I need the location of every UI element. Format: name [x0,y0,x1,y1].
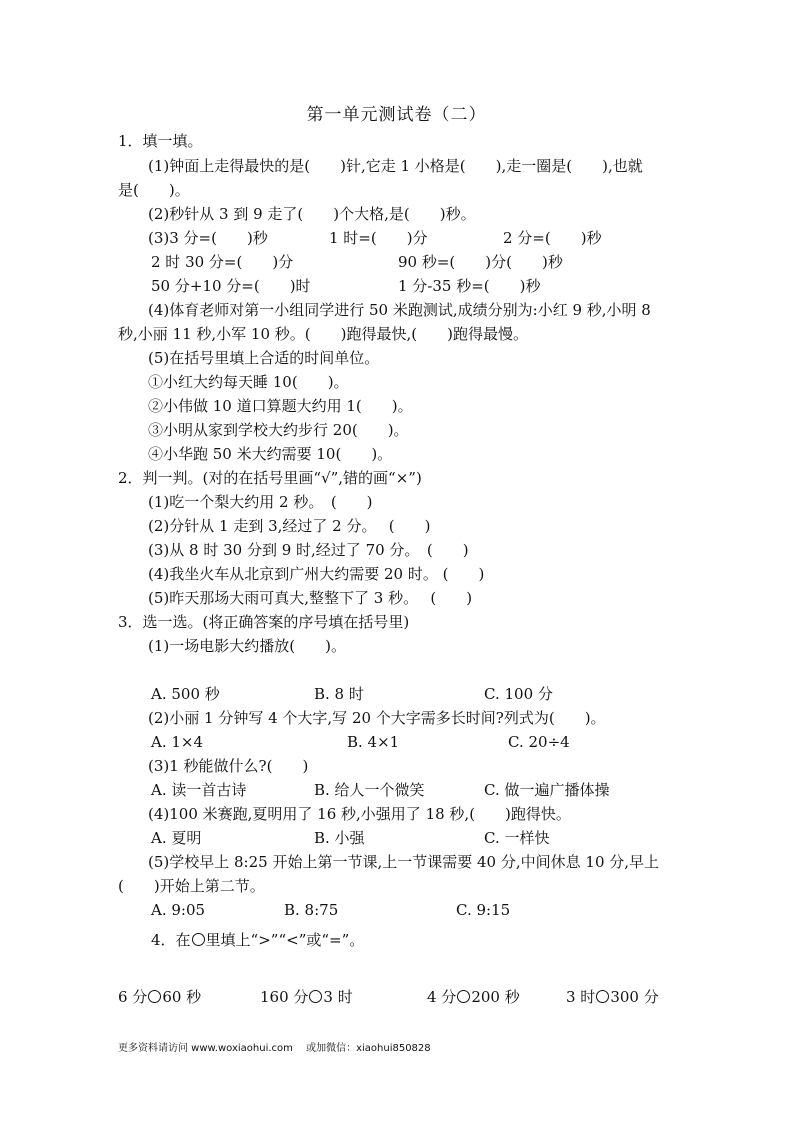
footer-note: 更多资料请访问 www.woxiaohui.com 或加微信：xiaohui850828 [118,1043,431,1054]
s3-q5-option-b: B. 8:75 [284,901,339,919]
s3-q1-option-b: B. 8 时 [314,685,364,703]
s3-q3-option-a: A. 读一首古诗 [151,781,247,799]
s3-q2-option-c: C. 20÷4 [508,733,570,751]
s3-q1: (1)一场电影大约播放( )。 [148,637,346,655]
s3-q4-option-b: B. 小强 [314,829,365,847]
s1-q5-item-2: ②小伟做 10 道口算题大约用 1( )。 [148,397,413,415]
s2-item-3: (3)从 8 时 30 分到 9 时,经过了 70 分。 ( ) [148,541,469,559]
s3-q3-option-c: C. 做一遍广播体操 [484,781,610,799]
s2-item-2: (2)分针从 1 走到 3,经过了 2 分。 ( ) [148,517,431,535]
s3-q4-option-c: C. 一样快 [484,829,550,847]
circle-blank-icon [192,933,205,946]
s3-q3-option-b: B. 给人一个微笑 [314,781,425,799]
s3-q2-option-b: B. 4×1 [347,733,400,751]
s1-q5-item-4: ④小华跑 50 米大约需要 10( )。 [148,445,393,463]
s3-q4-option-a: A. 夏明 [151,829,202,847]
s2-item-5: (5)昨天那场大雨可真大,整整下了 3 秒。 ( ) [148,589,473,607]
s3-q4: (4)100 米赛跑,夏明用了 16 秒,小强用了 18 秒,( )跑得快。 [148,805,571,823]
s1-q1-line2: 是( )。 [118,181,190,199]
s3-q1-option-a: A. 500 秒 [151,685,220,703]
compare-circle-input[interactable] [309,990,322,1003]
page-title: 第一单元测试卷（二） [306,105,487,125]
s1-q3-d: 2 时 30 分=( )分 [151,253,294,271]
s1-q1-line1: (1)钟面上走得最快的是( )针,它走 1 小格是( ),走一圈是( ),也就 [148,157,643,175]
s1-q3-g: 1 分-35 秒=( )秒 [398,277,541,295]
s1-q4-line2: 秒,小丽 11 秒,小军 10 秒。( )跑得最快,( )跑得最慢。 [118,325,528,343]
s2-item-4: (4)我坐火车从北京到广州大约需要 20 时。 ( ) [148,565,485,583]
section-2-heading: 2．判一判。(对的在括号里画“√”,错的画“×”) [118,469,422,487]
s4-item-2 [260,987,353,1007]
s3-q5-option-c: C. 9:15 [456,901,511,919]
s3-q5-option-a: A. 9:05 [151,901,206,919]
s4-heading-post: 里填上“>”“<”或“=”。 [205,931,365,949]
s4-item-3-left: 4 分 [427,988,457,1006]
s3-q5-line1: (5)学校早上 8:25 开始上第一节课,上一节课需要 40 分,中间休息 10 分,早上 [148,853,660,871]
compare-circle-input[interactable] [148,990,161,1003]
s4-item-2-right: 3 时 [323,988,353,1006]
s3-q2-option-a: A. 1×4 [151,733,204,751]
s1-q4-line1: (4)体育老师对第一小组同学进行 50 米跑测试,成绩分别为:小红 9 秒,小明 8 [148,301,651,319]
s3-q2: (2)小丽 1 分钟写 4 个大字,写 20 个大字需多长时间?列式为( )。 [148,709,606,727]
s1-q3-b: 1 时=( )分 [329,229,428,247]
s4-item-1 [118,987,201,1007]
s1-q3-a: (3)3 分=( )秒 [148,229,268,247]
s3-q5-line2: ( )开始上第二节。 [118,877,265,895]
s1-q5-item-3: ③小明从家到学校大约步行 20( )。 [148,421,409,439]
compare-circle-input[interactable] [457,990,470,1003]
section-3-heading: 3．选一选。(将正确答案的序号填在括号里) [118,613,410,631]
s1-q3-e: 90 秒=( )分( )秒 [398,253,563,271]
s4-item-1-left: 6 分 [118,988,148,1006]
s1-q5: (5)在括号里填上合适的时间单位。 [148,349,380,367]
s4-item-4-left: 3 时 [566,988,596,1006]
s1-q3-f: 50 分+10 分=( )时 [151,277,311,295]
compare-circle-input[interactable] [596,990,609,1003]
s4-item-1-right: 60 秒 [162,988,202,1006]
section-4-heading [151,930,364,950]
s4-item-4 [566,987,659,1007]
s4-item-3 [427,987,520,1007]
s1-q5-item-1: ①小红大约每天睡 10( )。 [148,373,349,391]
section-1-heading: 1．填一填。 [118,132,203,150]
s2-item-1: (1)吃一个梨大约用 2 秒。 ( ) [148,493,373,511]
s4-item-4-right: 300 分 [610,988,659,1006]
s4-item-2-left: 160 分 [260,988,309,1006]
s3-q1-option-c: C. 100 分 [484,685,553,703]
s1-q3-c: 2 分=( )秒 [503,229,602,247]
s3-q3: (3)1 秒能做什么?( ) [148,757,309,775]
s1-q2: (2)秒针从 3 到 9 走了( )个大格,是( )秒。 [148,205,476,223]
s4-item-3-right: 200 秒 [471,988,520,1006]
s4-heading-pre: 4．在 [151,931,191,949]
